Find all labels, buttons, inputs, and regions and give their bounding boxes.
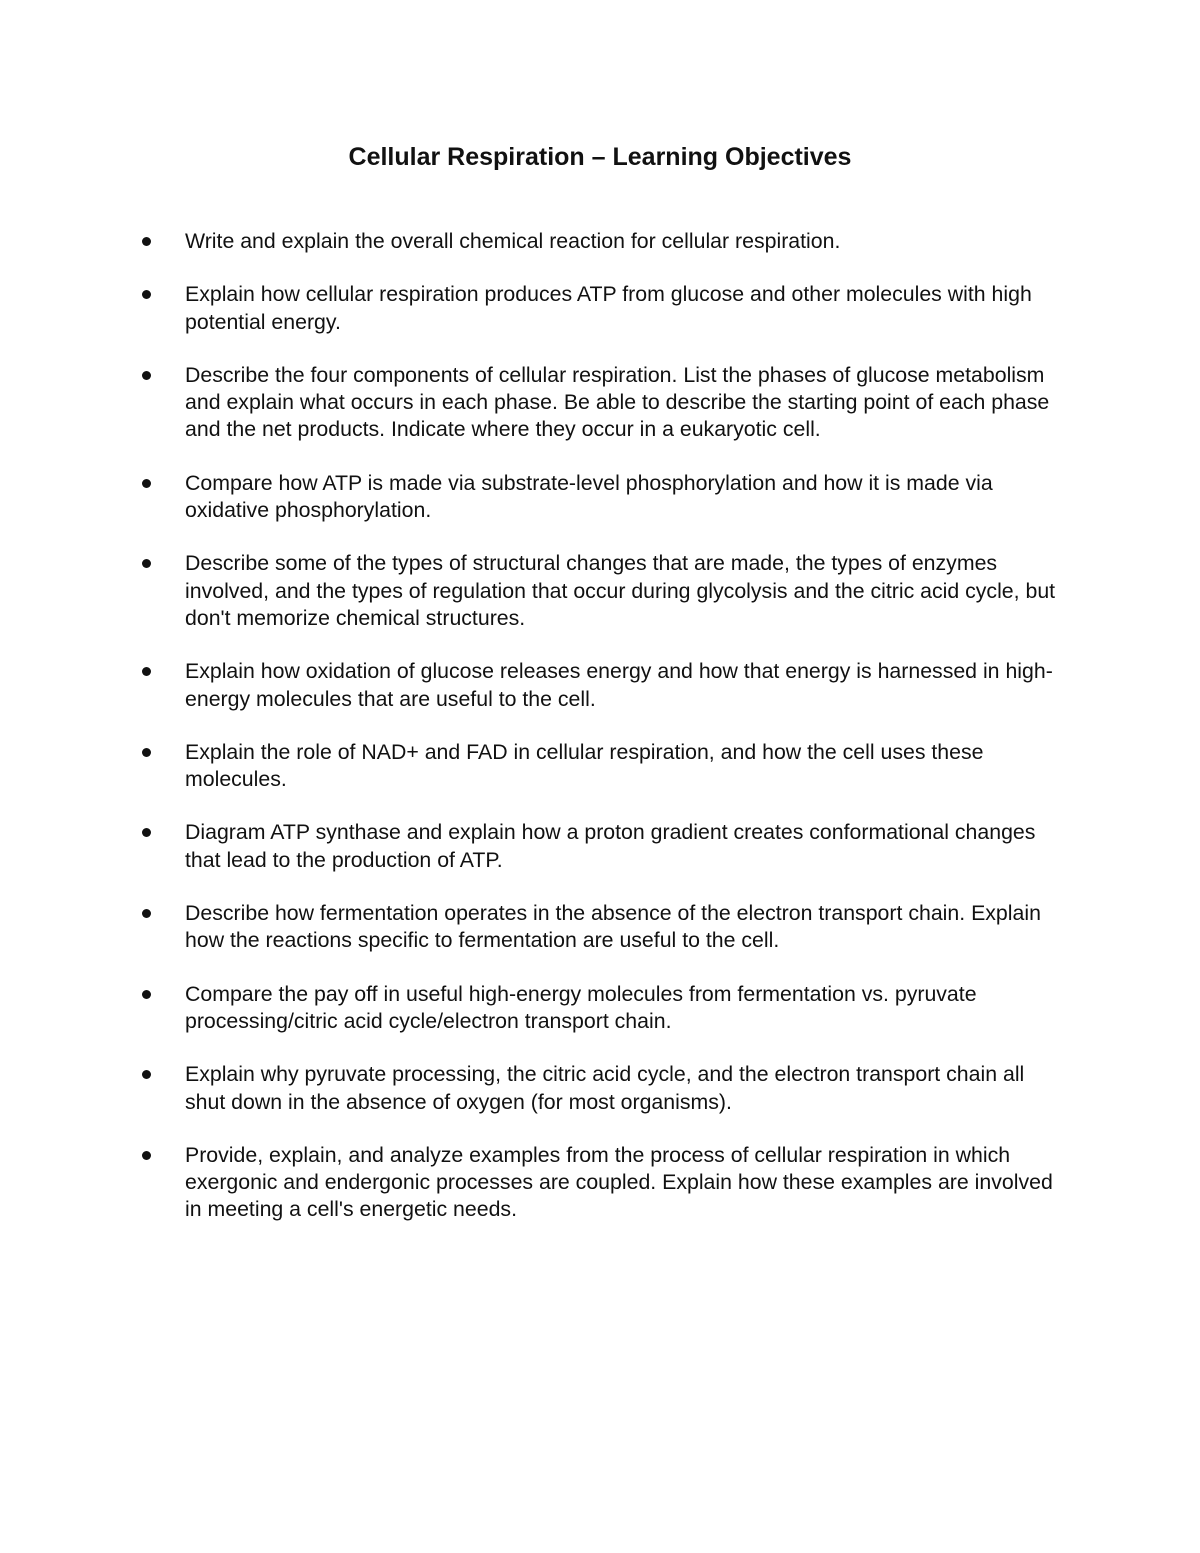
- bullet-icon: [142, 990, 151, 999]
- bullet-icon: [142, 559, 151, 568]
- list-item: [140, 281, 1070, 336]
- bullet-icon: [142, 290, 151, 299]
- objective-text: Explain how oxidation of glucose releases energy and how that energy is harnessed in high-energy molecules that are useful to the cell.: [185, 659, 1053, 711]
- objective-text: Compare the pay off in useful high-energy molecules from fermentation vs. pyruvate processing/citric acid cycle/electron transport chain.: [185, 981, 977, 1033]
- objective-text: Diagram ATP synthase and explain how a proton gradient creates conformational changes that lead to the production of ATP.: [185, 820, 1036, 872]
- bullet-icon: [142, 748, 151, 757]
- bullet-icon: [142, 479, 151, 488]
- list-item: [140, 1061, 1070, 1116]
- bullet-icon: [142, 237, 151, 246]
- bullet-icon: [142, 909, 151, 918]
- bullet-icon: [142, 828, 151, 837]
- objective-text: Write and explain the overall chemical reaction for cellular respiration.: [185, 229, 841, 253]
- objective-text: Compare how ATP is made via substrate-level phosphorylation and how it is made via oxidative phosphorylation.: [185, 470, 993, 523]
- objective-text: Explain how cellular respiration produces ATP from glucose and other molecules with high potential energy.: [185, 282, 1032, 334]
- objective-text: Describe the four components of cellular respiration. List the phases of glucose metabolism and explain what occurs in each phase. Be able to describe the starting point of each phase and the net products. Indicate where they occur in a eukaryotic cell.: [185, 362, 1050, 442]
- list-item: [140, 900, 1070, 955]
- objectives-list: [140, 228, 1070, 1250]
- list-item: [140, 739, 1070, 794]
- bullet-icon: [142, 1151, 151, 1160]
- list-item: [140, 362, 1070, 444]
- objective-text: Explain the role of NAD+ and FAD in cellular respiration, and how the cell uses these molecules.: [185, 739, 984, 792]
- list-item: [140, 228, 1070, 255]
- list-item: [140, 470, 1070, 525]
- list-item: [140, 658, 1070, 713]
- list-item: [140, 1142, 1070, 1224]
- document-title: Cellular Respiration – Learning Objectives: [348, 143, 852, 171]
- objective-text: Provide, explain, and analyze examples from the process of cellular respiration in which exergonic and endergonic processes are coupled. Explain how these examples are involved in meeting a cell's energetic needs.: [185, 1142, 1053, 1222]
- objective-text: Describe how fermentation operates in the absence of the electron transport chain. Explain how the reactions specific to fermentation are useful to the cell.: [185, 901, 1041, 953]
- bullet-icon: [142, 1070, 151, 1079]
- list-item: [140, 550, 1070, 632]
- bullet-icon: [142, 371, 151, 380]
- list-item: [140, 819, 1070, 874]
- objective-text: Describe some of the types of structural changes that are made, the types of enzymes involved, and the types of regulation that occur during glycolysis and the citric acid cycle, but don't memorize chemical structures.: [185, 551, 1056, 630]
- objective-text: Explain why pyruvate processing, the citric acid cycle, and the electron transport chain all shut down in the absence of oxygen (for most organisms).: [185, 1062, 1025, 1114]
- list-item: [140, 981, 1070, 1036]
- bullet-icon: [142, 667, 151, 676]
